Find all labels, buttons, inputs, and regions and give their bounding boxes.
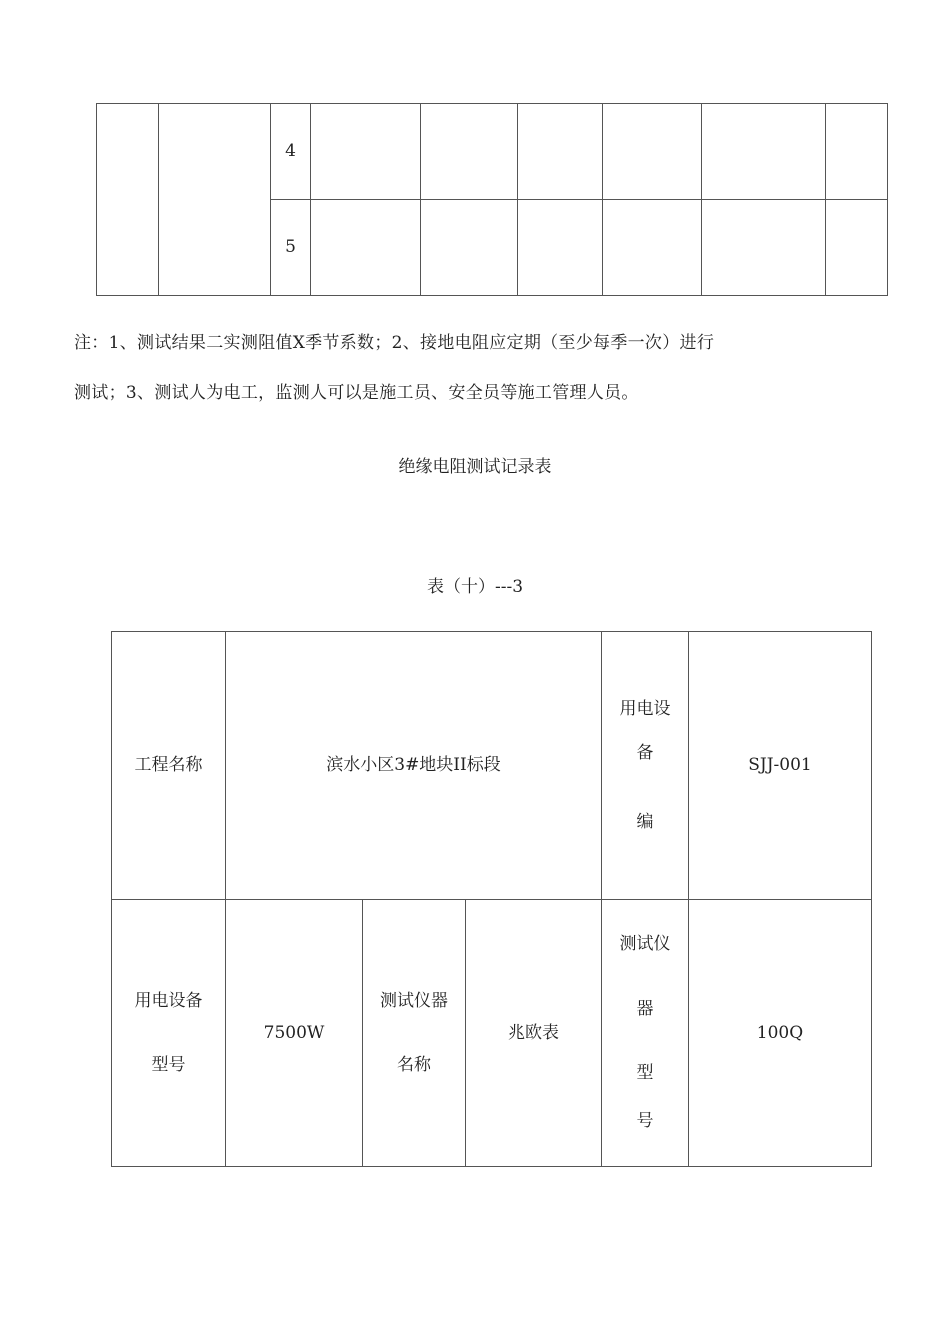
instrument-model-label-part: 型 <box>636 1063 654 1083</box>
table-cell <box>602 199 702 296</box>
form-code: 表（十）---3 <box>426 577 524 597</box>
device-number-value: SJJ-001 <box>688 631 872 900</box>
project-name-label: 工程名称 <box>111 631 226 900</box>
table-row-number: 4 <box>270 103 311 200</box>
device-model-label-part: 用电设备 <box>134 990 203 1011</box>
note-line-1: 注：1、测试结果二实测阻值X季节系数；2、接地电阻应定期（至少每季一次）进行 <box>74 333 715 353</box>
table-cell <box>701 199 826 296</box>
device-number-label-part: 备 <box>636 743 654 764</box>
device-model-label-part: 型号 <box>151 1055 186 1075</box>
device-number-label-part: 用电设 <box>619 698 671 719</box>
instrument-name-label-part: 测试仪器 <box>380 990 448 1011</box>
instrument-model-label-part: 号 <box>636 1111 654 1132</box>
instrument-model-value: 100Q <box>688 899 872 1167</box>
table-cell <box>701 103 826 200</box>
top-table-merged-cell-1 <box>96 103 159 296</box>
instrument-model-label <box>601 899 689 1167</box>
instrument-name-value: 兆欧表 <box>465 899 602 1167</box>
instrument-name-label <box>362 899 466 1167</box>
instrument-model-label-part: 器 <box>636 998 654 1019</box>
top-table-merged-cell-2 <box>158 103 271 296</box>
instrument-name-label-part: 名称 <box>397 1055 431 1075</box>
table-cell <box>420 199 518 296</box>
table-cell <box>602 103 702 200</box>
table-cell <box>310 199 421 296</box>
table-cell <box>825 103 888 200</box>
device-number-label <box>601 631 689 900</box>
table-cell <box>310 103 421 200</box>
instrument-model-label-part: 测试仪 <box>619 934 671 955</box>
project-name-value: 滨水小区3#地块II标段 <box>225 631 602 900</box>
table-cell <box>517 199 603 296</box>
note-line-2: 测试；3、测试人为电工，监测人可以是施工员、安全员等施工管理人员。 <box>74 383 639 403</box>
table-row-number: 5 <box>270 199 311 296</box>
table-cell <box>517 103 603 200</box>
form-title: 绝缘电阻测试记录表 <box>398 457 552 477</box>
table-cell <box>420 103 518 200</box>
table-cell <box>825 199 888 296</box>
device-number-label-part: 编 <box>636 811 654 832</box>
device-model-value: 7500W <box>225 899 363 1167</box>
device-model-label <box>111 899 226 1167</box>
